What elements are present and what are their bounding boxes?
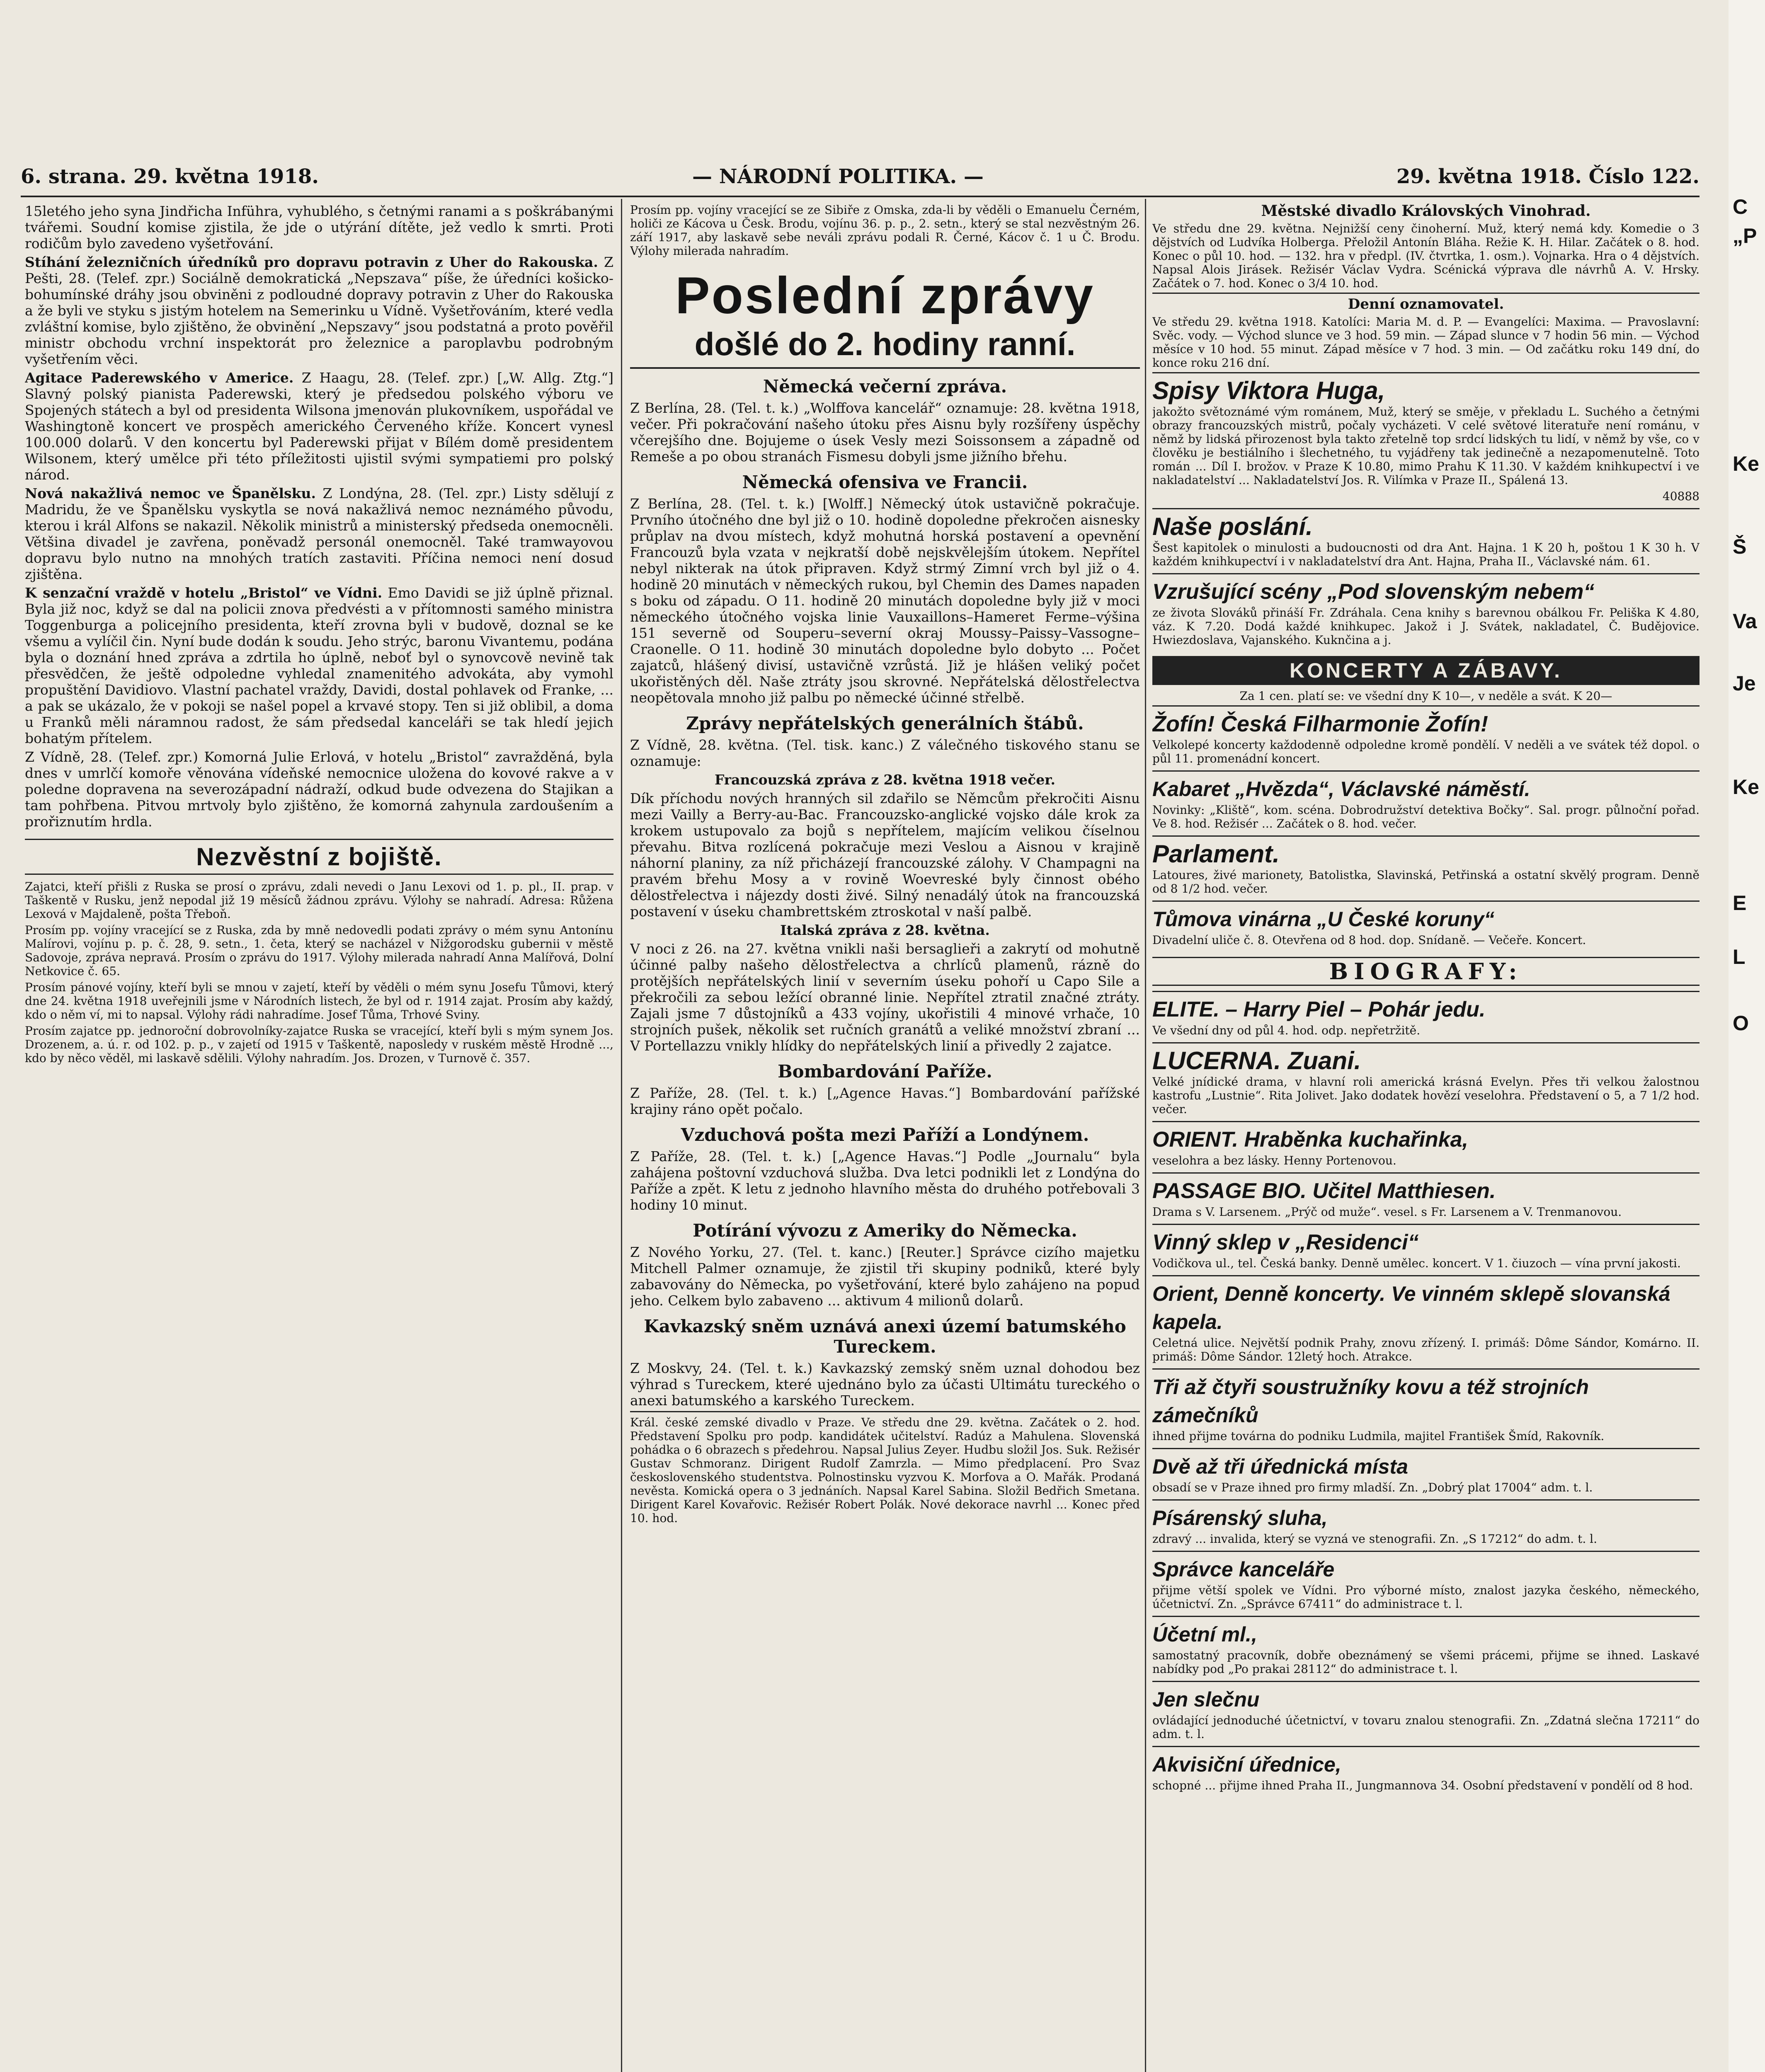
- ad-nase-poslani: [1152, 508, 1700, 573]
- ad-residence: [1152, 1224, 1700, 1275]
- price-note: Za 1 cen. platí se: ve všední dny K 10—, v neděle a svát. K 20—: [1239, 689, 1612, 703]
- column-rule: [1145, 199, 1146, 2072]
- ad-orient: [1152, 1121, 1700, 1172]
- ad-text: zdravý ... invalida, který se vyzná ve stenografii. Zn. „S 17212“ do adm. t. l.: [1152, 1532, 1597, 1546]
- news-heading: Německá ofensiva ve Francii.: [742, 472, 1028, 492]
- news-text: Z Paříže, 28. (Tel. t. k.) [„Agence Havas.“] Podle „Journalu“ byla zahájena poštovní vzduchová služba. Dva letci podnikli let z Londýna do Paříže a zpět. K letu z jednoho hlavního města do druhého potřebovali 3 hodiny 10 minut.: [630, 1148, 1140, 1213]
- article-text: Z Haagu, 28. (Telef. zpr.) [„W. Allg. Ztg.“] Slavný polský pianista Paderewski, který je předsedou polského výboru ve Spojených státech a byl od presidenta Wilsona jmenován plukovníkem, uspořádal ve Washingtoně koncert ve prospěch amerického Červeného kříže. Koncert vynesl 100.000 dolarů. V den koncertu byl Paderewski přijat v Bílém domě presidentem Wilsonem, který umělce při této příležitosti ujistil svými sympatiemi pro polský národ.: [25, 370, 613, 483]
- cinemas-banner: BIOGRAFY:: [1152, 957, 1700, 986]
- ad-text: Latoures, živé marionety, Batolistka, Slavinská, Petřinská a ostatní skvělý program. Denně od 8 1/2 hod. večer.: [1152, 868, 1700, 896]
- notice: Zajatci, kteří přišli z Ruska se prosí o zprávu, zdali nevedi o Janu Lexovi od 1. p. pl., II. prap. v Taškentě v Rusku, jenž nepodal již 19 měsíců žádnou zprávu. Výlohy se nahradí. Adresa: Růžena Lexová v Majdaleně, pošta Třeboň.: [25, 880, 613, 921]
- ad-text: Velké jnídické drama, v hlavní roli americká krásná Evelyn. Přes tři velkou žalostnou kastrofu „Lustnie“. Rita Jolivet. Jako dodatek hovězí veselohra. Představení o 5, a 7 1/2 hod. večer.: [1152, 1075, 1700, 1116]
- news-subheading: Italská zpráva z 28. května.: [780, 922, 990, 938]
- header-right: 29. května 1918. Číslo 122.: [1396, 165, 1700, 188]
- edge-letter: E: [1733, 891, 1747, 915]
- article-kicker: K senzační vraždě v hotelu „Bristol“ ve Vídni.: [25, 585, 383, 601]
- ad-hugo: [1152, 372, 1700, 508]
- column-2: [630, 203, 1140, 2072]
- news-text: Z Berlína, 28. (Tel. t. k.) [Wolff.] Německý útok ustavičně pokračuje. Prvního útočného dne byl již o 10. hodině dopoledne překročen aisnesky průplav na dvou místech, když mohutná horská postavení a opevnění Francouzů byla vzata v nejkratší době nejskvělejším útokem. Nepřítel nebyl nikterak na útok připraven. Když strmý Zimní vrch byl již o 4. hodině 20 minutách v německých rukou, byl Chemin des Dames napaden s boku od západu. O 11. hodině 20 minutách dopoledne byly již v moci německého útočného vojska linie Vauxaillons–Hameret Ferme–výšina 151 severně od Souperu–severní okraj Moussy–Paissy–Vassogne–Craonelle. O 11. hodině 30 minutách dopoledne bylo dobyto ... Počet zajatců, hlášený divisí, ustavičně vzrůstá. Již je hlášen veliký počet ukořistěných děl. Naše ztráty jsou skrovné. Nepřátelská dělostřelectva neopětovala mnoho již palbu po německé účinné střelbě.: [630, 496, 1140, 706]
- news-subheading: Francouzská zpráva z 28. května 1918 večer.: [714, 772, 1056, 788]
- header-center: — NÁRODNÍ POLITIKA. —: [692, 165, 984, 188]
- ad-headline: Účetní ml.,: [1152, 1623, 1257, 1646]
- ad-headline: Dvě až tři úřednická místa: [1152, 1455, 1408, 1478]
- column-1: [25, 203, 613, 2072]
- ad-parlament: [1152, 835, 1700, 900]
- article: [25, 254, 613, 367]
- ad-lucerna: [1152, 1042, 1700, 1121]
- ad-headline: PASSAGE BIO. Učitel Matthiesen.: [1152, 1179, 1496, 1203]
- masthead-subtitle: došlé do 2. hodiny ranní.: [630, 325, 1140, 369]
- edge-letter: O: [1733, 1012, 1749, 1035]
- ad-headline: Vzrušující scény „Pod slovenským nebem“: [1152, 580, 1595, 604]
- ad-text: Celetná ulice. Největší podnik Prahy, znovu zřízený. I. primáš: Dôme Sándor, Komárno. II. primáš: Dôme Sándor. 12letý hoch. Atrakce.: [1152, 1336, 1700, 1363]
- news-text: Z Moskvy, 24. (Tel. t. k.) Kavkazský zemský sněm uznal dohodou bez výhrad s Tureckem, které ujednáno bylo za účasti Ultimátu tureckého o anexi batumského a karského Tureckem.: [630, 1360, 1140, 1409]
- news-text: V noci z 26. na 27. května vnikli naši bersaglieři a zakrytí od mohutně účinné palby našeho dělostřelectva a chrlíců plamenů, rázně do protějších nepřátelských linií v severním úseku pohoří u Capo Sile a překročili za sebou ležící obranné linie. Nepřítel ztratil značné ztráty. Zajali jsme 7 důstojníků a 433 vojíny, ukořistili 4 minové vrhače, 10 strojních pušek, několik set ručních granátů a veliké množství zbraní ... V Portellazzu vnikly hlídky do nepřátelských linií a přivedly 2 zajatce.: [630, 941, 1140, 1054]
- ad-headline: Kabaret „Hvězda“, Václavské náměstí.: [1152, 777, 1530, 801]
- ad-text: ovládající jednoduché účetnictví, v tovaru znalou stenografii. Zn. „Zdatná slečna 17211“ do adm. t. l.: [1152, 1714, 1700, 1741]
- ad-headline: Jen slečnu: [1152, 1688, 1260, 1711]
- ad-text: přijme větší spolek ve Vídni. Pro výborné místo, znalost jazyka českého, německého, účetnictví. Zn. „Správce 67411“ do administrace t. l.: [1152, 1583, 1700, 1611]
- theatre-listing: Král. české zemské divadlo v Praze. Ve středu dne 29. května. Začátek o 2. hod. Představení Spolku pro podp. kandidátek učitelství. Radúz a Mahulena. Slovenská pohádka o 6 obrazech s předehrou. Napsal Julius Zeyer. Hudbu složil Jos. Suk. Režisér Gustav Schmoranz. Dirigent Rudolf Zamrzla. — Mimo předplacení. Pro Svaz československého studentstva. Polnostinsku vyzvou K. Morfova a O. Mařák. Prodaná nevěsta. Komická opera o 3 jednáních. Napsal Karel Sabina. Složil Bedřich Smetana. Dirigent Karel Kovařovic. Režisér Robert Polák. Nové dekorace navrhl ... Konec před 10. hod.: [630, 1411, 1140, 1525]
- ad-akvisicni: [1152, 1746, 1700, 1797]
- news-text: Z Vídně, 28. května. (Tel. tisk. kanc.) Z válečného tiskového stanu se oznamuje:: [630, 737, 1140, 769]
- news-heading: Kavkazský sněm uznává anexi území batumského Tureckem.: [644, 1316, 1126, 1357]
- news-heading: Potírání vývozu z Ameriky do Německa.: [693, 1220, 1077, 1241]
- ad-headline: Vinný sklep v „Residenci“: [1152, 1230, 1419, 1254]
- ad-text: Divadelní uliče č. 8. Otevřena od 8 hod. dop. Snídaně. — Večeře. Koncert.: [1152, 933, 1586, 947]
- article: [25, 485, 613, 582]
- news-heading: Německá večerní zpráva.: [763, 376, 1007, 397]
- edge-letter: L: [1733, 945, 1746, 968]
- news-heading: Zprávy nepřátelských generálních štábů.: [686, 713, 1084, 733]
- article-kicker: Stíhání železničních úředníků pro dopravu potravin z Uher do Rakouska.: [25, 254, 598, 270]
- ad-headline: ORIENT. Hraběnka kuchařinka,: [1152, 1128, 1468, 1152]
- news-heading: Bombardování Paříže.: [778, 1061, 992, 1082]
- ad-sluha: [1152, 1499, 1700, 1551]
- edge-letter: Ke: [1733, 775, 1759, 799]
- article-text: Z Pešti, 28. (Telef. zpr.) Sociálně demokratická „Nepszava“ píše, že úředníci košicko-bohumínské dráhy jsou obviněni z podloudné dopravy potravin z Uher do Rakouska a že byli ve styku s jistým hotelem na Semerinku u Vídně. Vyšetřováním, které vedla zvláštní komise, bylo zjištěno, že obvinění „Nepszavy“ jsou podstatná a proto pověřil ministr obchodu vrchní inspektorát pro železnice a paroplavbu podrobným vyšetřením věci.: [25, 254, 613, 367]
- ad-text: Velkolepé koncerty každodenně odpoledne kromě pondělí. V neděli a ve svátek též dopol. o půl 11. promenádní koncert.: [1152, 738, 1700, 765]
- adjacent-page-edge: [1729, 0, 1765, 2072]
- ad-number: 40888: [1662, 489, 1700, 503]
- ad-kabaret: [1152, 770, 1700, 835]
- ad-text: Vodičkova ul., tel. Česká banky. Denně umělec. koncert. V 1. čiuzoch — vína první jakosti.: [1152, 1256, 1681, 1270]
- concerts-banner: KONCERTY A ZÁBAVY.: [1152, 656, 1700, 685]
- ad-text: Ve všední dny od půl 4. hod. odp. nepřetržitě.: [1152, 1024, 1421, 1037]
- edge-letter: Ke: [1733, 452, 1759, 475]
- ad-headline: Žofín! Česká Filharmonie Žofín!: [1152, 712, 1489, 736]
- ad-zofin: [1152, 705, 1700, 770]
- article: Z Vídně, 28. (Telef. zpr.) Komorná Julie Erlová, v hotelu „Bristol“ zavražděná, byla dnes v umrlčí komoře věnována vídeňské nemocnice uložena do kovové rakve a v poledne dopravena na severozápadní nádraží, odkud bude odvezena do Stajikan a tam pohřbena. Pitvou mrtvoly bylo zjištěno, že komorná zahynula zardoušením a prořiznutím hrdla.: [25, 749, 613, 830]
- header-left: 6. strana. 29. května 1918.: [21, 165, 319, 188]
- ad-headline: Akvisiční úřednice,: [1152, 1753, 1341, 1776]
- ad-text: ze života Slováků přináší Fr. Zdráhala. Cena knihy s barevnou obálkou Fr. Peliška K 4.80, váz. K 7.20. Dodá každé knihkupec. Jakož i J. Svátek, nakladatel, Č. Budějovice. Hwiezdoslava, Vajanského. Kuknčina a j.: [1152, 606, 1700, 647]
- ad-orient-wine: [1152, 1275, 1700, 1368]
- ad-spravce: [1152, 1551, 1700, 1616]
- article: 15letého jeho syna Jindřicha Inführa, vyhublého, s četnými ranami a s poškrábanými tvářemi. Soudní komise zjistila, že jde o utýrání dítěte, jež vedlo k smrti. Proti rodičům bylo zavedeno vyšetřování.: [25, 203, 613, 252]
- article: [25, 370, 613, 483]
- article-kicker: Nová nakažlivá nemoc ve Španělsku.: [25, 485, 316, 501]
- ad-text: Novinky: „Kliště“, kom. scéna. Dobrodružství detektiva Bočky“. Sal. progr. půlnoční pořad. Ve 8. hod. Režisér ... Začátek o 8. hod. večer.: [1152, 803, 1700, 830]
- ad-text: obsadí se v Praze ihned pro firmy mladší. Zn. „Dobrý plat 17004“ adm. t. l.: [1152, 1481, 1593, 1494]
- ad-text: schopné ... přijme ihned Praha II., Jungmannova 34. Osobní představení v pondělí od 8 hod.: [1152, 1779, 1693, 1792]
- news-text: Z Berlína, 28. (Tel. t. k.) „Wolffova kancelář“ oznamuje: 28. května 1918, večer. Při pokračování našeho útoku přes Aisnu byly rozšířeny úspěchy včerejšího dne. Bojujeme o úsek Vesly mezi Soissonsem a západně od Remeše a po obou stranách Fismesu dobyli jsme jižního břehu.: [630, 400, 1140, 465]
- edge-letter: Va: [1733, 610, 1757, 633]
- column-rule: [621, 199, 622, 2072]
- calendar-text: Ve středu 29. května 1918. Katolíci: Maria M. d. P. — Evangelíci: Maxima. — Pravoslavní: Svěc. vody. — Východ slunce ve 3 hod. 59 min. — Západ slunce v 7 hodin 56 min. — Východ měsíce v 10 hod. 55 minut. Západ měsíce v 7 hod. 3 min. — Od začátku roku 149 dní, do konce roku 216 dní.: [1152, 315, 1700, 370]
- notice: Prosím pp. vojíny vracející se ze Sibiře z Omska, zda-li by věděli o Emanuelu Černém, holiči ze Kácova u Česk. Brodu, vojínu 36. p. p., 2. setn., který se stal nezvěstným 26. září 1917, aby laskavě sebe neváli zprávu podali R. Černé, Kácov č. 1 u Č. Brodu. Výlohy milerada nahradím.: [630, 203, 1140, 258]
- ad-tumova: [1152, 900, 1700, 952]
- section-heading: Nezvěstní z bojiště.: [25, 839, 613, 875]
- ad-headline: LUCERNA. Zuani.: [1152, 1047, 1361, 1075]
- page-header: [21, 157, 1700, 197]
- ad-headline: Správce kanceláře: [1152, 1558, 1335, 1581]
- ad-text: ihned přijme továrna do podniku Ludmila, majitel František Šmíd, Rakovník.: [1152, 1429, 1605, 1443]
- ad-headline: Tři až čtyři soustružníky kovu a též strojních zámečníků: [1152, 1375, 1589, 1427]
- ad-elite: [1152, 991, 1700, 1042]
- theatre-heading: Městské divadlo Královských Vinohrad.: [1261, 203, 1591, 220]
- ad-headline: Naše poslání.: [1152, 513, 1313, 540]
- ad-text: Drama s V. Larsenem. „Prýč od muže“. vesel. s Fr. Larsenem a V. Trenmanovou.: [1152, 1205, 1622, 1219]
- ad-text: veselohra a bez lásky. Henny Portenovou.: [1152, 1154, 1396, 1167]
- edge-letter: „P: [1733, 224, 1757, 247]
- ad-headline: Tůmova vinárna „U České koruny“: [1152, 908, 1495, 931]
- ad-passage: [1152, 1172, 1700, 1224]
- notice: Prosím zajatce pp. jednoroční dobrovolníky-zajatce Ruska se vracející, kteří byli s mým synem Jos. Drozenem, a. ú. r. od 102. p. p., v zajetí od 1915 v Taškentě, naposledy v ruském městě Hrodně ..., kdo by něco věděl, mi laskavě sdělili. Výlohy nahradím. Jos. Drozen, v Turnově č. 357.: [25, 1024, 613, 1065]
- article-text: Z Londýna, 28. (Tel. zpr.) Listy sdělují z Madridu, že ve Španělsku vyskytla se nová nakažlivá nemoc neznámého původu, kterou i král Alfons se nakazil. Několik ministrů a ministerský předseda onemocněli. Většina divadel je zavřena, poněvadž personál onemocněl. Také tramwayovou dopravu bylo nutno na mnohých tratích zastaviti. Příčina nemoci není dosud zjištěna.: [25, 485, 613, 582]
- news-text: Z Nového Yorku, 27. (Tel. t. kanc.) [Reuter.] Správce cizího majetku Mitchell Palmer oznamuje, že zjistil tři skupiny podniků, které byly zabavovány do Německa, po vyšetřování, které bylo zahájeno na popud jeho. Celkem bylo zabaveno ... aktivum 4 milionů dolarů.: [630, 1244, 1140, 1309]
- article-kicker: Agitace Paderewského v Americe.: [25, 370, 294, 386]
- column-3: [1152, 203, 1700, 2072]
- news-text: Dík příchodu nových hranných sil zdařilo se Němcům překročiti Aisnu mezi Vailly a Berry-au-Bac. Francouzsko-anglické vojsko dále krok za krokem ustupovalo za bojů s nepřítelem, majícím velikou číselnou převahu. Bitva rozlícená pokračuje mezi Veslou a Aisnou v krajině náhorní planiny, za níž přicházejí francouzské zálohy. V Champagni na pravém břehu Mosy a v rovině Woevreské byly činnost obého dělostřelectva i nájezdy dosti živé. Silný nenadálý útok na francouzská postavení v úseku chambrettském ztroskotal v naší palbě.: [630, 790, 1140, 920]
- ad-text: samostatný pracovník, dobře obeznámený se všemi prácemi, přijme se ihned. Laskavé nabídky pod „Po prakai 28112“ do administrace t. l.: [1152, 1648, 1700, 1676]
- article: [25, 585, 613, 746]
- masthead-latest-news: Poslední zprávy: [675, 267, 1095, 324]
- ad-slecna: [1152, 1681, 1700, 1746]
- news-heading: Vzduchová pošta mezi Paříží a Londýnem.: [681, 1125, 1089, 1145]
- article-text: Emo Davidi se již úplně přiznal. Byla již noc, když se dal na policii znova předvésti a v přítomnosti samého ministra Toggenburga a policejního presidenta, kteří zrovna byli v budově, doznal se ke všemu a vylíčil čin. Nyní bude dodán k soudu. Jeho strýc, baronu Vivantemu, podána byla o doznání hned zpráva a zdrtila ho úplně, neboť byl o synovcově nevině tak přesvědčen, že ještě odpoledne vyhledal znamenitého advokáta, aby vymohl propuštění Davidiovo. Vlastní pachatel vraždy, Davidi, dostal pohlavek od Franke, ... a pak se ukázalo, že v pokoji se našel popel a krvavé stopy. Ten si již oblibil, a doma u Franků měli náramnou radost, že sám předsedal kanceláři se tak hledí jejich bohatým přítelem.: [25, 585, 613, 746]
- ad-headline: ELITE. – Harry Piel – Pohár jedu.: [1152, 997, 1486, 1021]
- notice: Prosím pp. vojíny vracející se z Ruska, zda by mně nedovedli podati zprávy o mém synu Antonínu Malírovi, vojínu p. p. č. 28, 9. setn., 1. četa, který se nacházel v Nižgorodsku gubernii v městě Sadovoje, zpráva nepravá. Prosím o zprávu do 1917. Výlohy milerada nahradí Anna Malířová, Dolní Netkovice č. 65.: [25, 923, 613, 978]
- edge-letter: Š: [1733, 535, 1747, 558]
- edge-letter: C: [1733, 195, 1748, 218]
- calendar-heading: Denní oznamovatel.: [1152, 293, 1700, 312]
- ad-soustruznici: [1152, 1368, 1700, 1448]
- edge-letter: Je: [1733, 672, 1756, 695]
- ad-headline: Spisy Viktora Huga,: [1152, 377, 1385, 404]
- ad-slovensky: [1152, 573, 1700, 652]
- theatre-listing: Ve středu dne 29. května. Nejnižší ceny činoherní. Muž, který nemá kdy. Komedie o 3 dějstvích od Ludvíka Holberga. Přeložil Antonín Bláha. Režie K. H. Hilar. Začátek o 8. hod. Konec o půl 10. hod. — 132. hra v předpl. (IV. čtvrtka, 1. osm.). Vojnarka. Hra o 4 dějstvích. Napsal Alois Jirásek. Režisér Václav Vydra. Scénická výprava dle návrhů A. V. Hrsky. Začátek o 7. hod. Konec o 3/4 10. hod.: [1152, 222, 1700, 290]
- ad-text: Šest kapitolek o minulosti a budoucnosti od dra Ant. Hajna. 1 K 20 h, poštou 1 K 30 h. V každém knihkupectví i v nakladatelství dra Ant. Hajna, Praha II., Václavské nám. 61.: [1152, 541, 1700, 568]
- ad-headline: Písárenský sluha,: [1152, 1506, 1328, 1530]
- ad-headline: Parlament.: [1152, 840, 1280, 868]
- news-text: Z Paříže, 28. (Tel. t. k.) [„Agence Havas.“] Bombardování pařížské krajiny ráno opět počalo.: [630, 1085, 1140, 1117]
- ad-text: jakožto světoznámé vým románem, Muž, který se směje, v překladu L. Suchého a četnými obrazy francouzských mistrů, počaly vycházeti. V celé světové literatuře není románu, v němž by lidská přirozenost byla takto zřetelně top srdcí lidských tu lidí, v němž by vše, co v člověku je bestiálního i šlechetného, tu vyjádřeny tak jedinečně a nezapomenutelně. Toto román ... Díl I. brožov. v Praze K 10.80, mimo Prahu K 11.30. V každém knihkupectví i ve nakladatelství ... Nakladatelství Jos. R. Vilímka v Praze II., Spálená 13.: [1152, 405, 1700, 487]
- ad-headline: Orient, Denně koncerty. Ve vinném sklepě slovanská kapela.: [1152, 1282, 1670, 1334]
- notice: Prosím pánové vojíny, kteří byli se mnou v zajetí, kteří by věděli o mém synu Josefu Tůmovi, který dne 24. května 1918 uveřejnili jsme v Národních listech, že byl od r. 1914 zajat. Prosím aby každý, kdo o něm ví, mi to napsal. Výlohy rádi nahradíme. Josef Tůma, Trhové Sviny.: [25, 980, 613, 1021]
- ad-ucetni: [1152, 1616, 1700, 1681]
- ad-urednicka-mista: [1152, 1448, 1700, 1499]
